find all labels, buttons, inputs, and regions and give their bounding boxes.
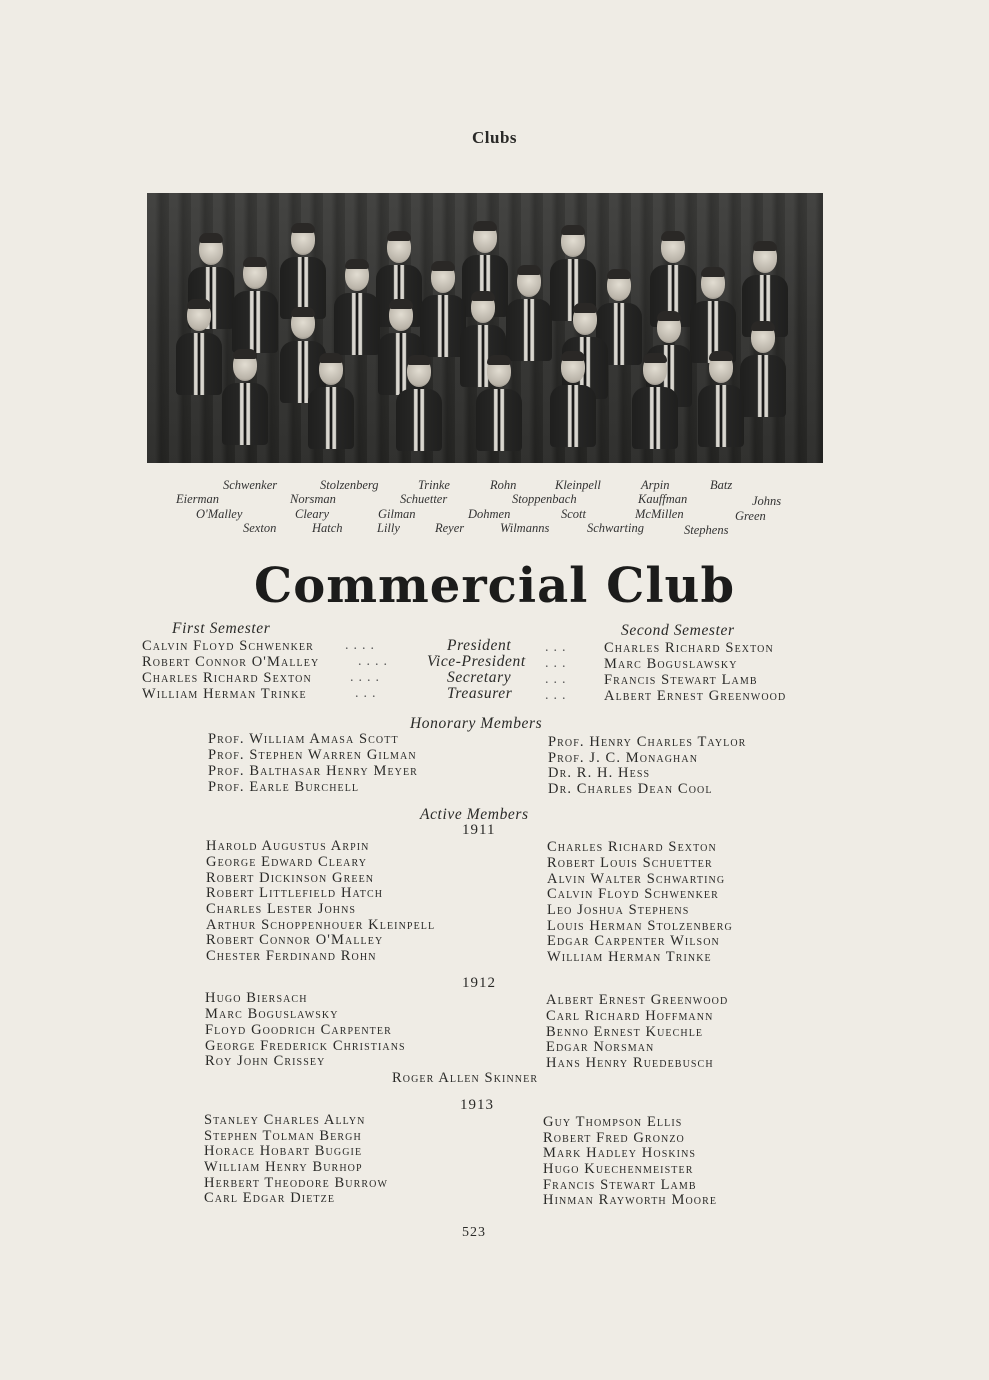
member-name: Francis Stewart Lamb bbox=[543, 1177, 697, 1193]
member-name: Carl Richard Hoffmann bbox=[546, 1008, 714, 1024]
member-name: Chester Ferdinand Rohn bbox=[206, 948, 377, 964]
member-name: Stanley Charles Allyn bbox=[204, 1112, 366, 1128]
second-semester-heading: Second Semester bbox=[621, 622, 735, 639]
caption-name: Cleary bbox=[295, 507, 330, 521]
office-name: Secretary bbox=[447, 669, 512, 686]
photo-figure bbox=[637, 355, 673, 449]
member-name: Herbert Theodore Burrow bbox=[204, 1175, 389, 1191]
member-name: Prof. Stephen Warren Gilman bbox=[208, 747, 417, 763]
caption-name: Trinke bbox=[418, 478, 450, 492]
member-name: Edgar Norsman bbox=[546, 1039, 655, 1055]
member-name: Prof. Balthasar Henry Meyer bbox=[208, 763, 418, 779]
leader-dots: ... bbox=[545, 656, 571, 671]
member-name: Marc Boguslawsky bbox=[205, 1006, 339, 1022]
officer-first: William Herman Trinke bbox=[142, 686, 307, 702]
caption-name: Eierman bbox=[176, 492, 220, 506]
member-name: Charles Lester Johns bbox=[206, 901, 357, 917]
member-name: Robert Louis Schuetter bbox=[547, 855, 713, 871]
honorary-heading: Honorary Members bbox=[410, 715, 543, 732]
photo-figure bbox=[703, 353, 739, 447]
member-name: Hans Henry Ruedebusch bbox=[546, 1055, 714, 1071]
office-name: Vice-President bbox=[427, 653, 526, 670]
group-photograph bbox=[147, 193, 823, 463]
member-name: Louis Herman Stolzenberg bbox=[547, 918, 733, 934]
caption-name: Gilman bbox=[378, 507, 416, 521]
member-name: Robert Dickinson Green bbox=[206, 870, 375, 886]
photo-figure bbox=[285, 225, 321, 319]
running-header: Clubs bbox=[471, 128, 518, 147]
photo-figure bbox=[555, 353, 591, 447]
member-name: Dr. R. H. Hess bbox=[548, 765, 651, 781]
caption-name: Kleinpell bbox=[555, 478, 601, 492]
member-name: Leo Joshua Stephens bbox=[547, 902, 690, 918]
photo-figure bbox=[481, 357, 517, 451]
caption-name: Schuetter bbox=[400, 492, 448, 506]
member-name: Roger Allen Skinner bbox=[392, 1070, 539, 1086]
caption-name: Hatch bbox=[312, 521, 343, 535]
photo-figure bbox=[695, 269, 731, 363]
member-name: Prof. William Amasa Scott bbox=[208, 731, 399, 747]
member-name: Prof. Henry Charles Taylor bbox=[548, 734, 747, 750]
leader-dots: .... bbox=[350, 670, 384, 685]
member-name: Prof. Earle Burchell bbox=[208, 779, 360, 795]
page-title: Commercial Club bbox=[253, 558, 736, 614]
member-name: Edgar Carpenter Wilson bbox=[547, 933, 720, 949]
caption-name: Wilmanns bbox=[500, 521, 550, 535]
member-name: Stephen Tolman Bergh bbox=[204, 1128, 362, 1144]
active-heading: Active Members bbox=[420, 806, 529, 823]
member-name: Floyd Goodrich Carpenter bbox=[205, 1022, 392, 1038]
leader-dots: .... bbox=[345, 638, 379, 653]
member-name: Prof. J. C. Monaghan bbox=[548, 750, 699, 766]
caption-name: Stephens bbox=[684, 523, 729, 537]
caption-name: Schwarting bbox=[587, 521, 644, 535]
member-name: Carl Edgar Dietze bbox=[204, 1190, 336, 1206]
leader-dots: ... bbox=[355, 686, 381, 701]
member-name: Hinman Rayworth Moore bbox=[543, 1192, 718, 1208]
officer-second: Marc Boguslawsky bbox=[604, 656, 738, 672]
member-name: George Frederick Christians bbox=[205, 1038, 406, 1054]
caption-name: Norsman bbox=[290, 492, 336, 506]
member-name: Horace Hobart Buggie bbox=[204, 1143, 363, 1159]
member-name: Hugo Kuechenmeister bbox=[543, 1161, 694, 1177]
caption-name: Rohn bbox=[490, 478, 517, 492]
member-name: Charles Richard Sexton bbox=[547, 839, 717, 855]
leader-dots: .... bbox=[358, 654, 392, 669]
caption-name: Green bbox=[735, 509, 766, 523]
officer-first: Charles Richard Sexton bbox=[142, 670, 312, 686]
member-name: Harold Augustus Arpin bbox=[206, 838, 370, 854]
page-number: 523 bbox=[462, 1225, 486, 1240]
member-name: Robert Connor O'Malley bbox=[206, 932, 384, 948]
officer-second: Albert Ernest Greenwood bbox=[604, 688, 787, 704]
first-semester-heading: First Semester bbox=[172, 620, 271, 637]
photo-figure bbox=[313, 355, 349, 449]
photo-figure bbox=[339, 261, 375, 355]
member-name: Roy John Crissey bbox=[205, 1053, 326, 1069]
class-year: 1912 bbox=[462, 975, 496, 991]
caption-name: Schwenker bbox=[223, 478, 278, 492]
caption-name: Batz bbox=[710, 478, 733, 492]
member-name: Robert Fred Gronzo bbox=[543, 1130, 685, 1146]
caption-name: McMillen bbox=[635, 507, 684, 521]
member-name: Dr. Charles Dean Cool bbox=[548, 781, 713, 797]
office-name: President bbox=[447, 637, 512, 654]
photo-figure bbox=[401, 357, 437, 451]
class-year: 1913 bbox=[460, 1097, 494, 1113]
class-year: 1911 bbox=[462, 822, 496, 838]
member-name: George Edward Cleary bbox=[206, 854, 368, 870]
officer-first: Robert Connor O'Malley bbox=[142, 654, 320, 670]
officer-second: Francis Stewart Lamb bbox=[604, 672, 758, 688]
member-name: Hugo Biersach bbox=[205, 990, 308, 1006]
caption-name: Stolzenberg bbox=[320, 478, 379, 492]
member-name: William Henry Burhop bbox=[204, 1159, 363, 1175]
caption-name: Reyer bbox=[435, 521, 465, 535]
leader-dots: ... bbox=[545, 688, 571, 703]
member-name: Guy Thompson Ellis bbox=[543, 1114, 683, 1130]
office-name: Treasurer bbox=[447, 685, 513, 702]
member-name: Calvin Floyd Schwenker bbox=[547, 886, 719, 902]
officer-first: Calvin Floyd Schwenker bbox=[142, 638, 314, 654]
member-name: Arthur Schoppenhouer Kleinpell bbox=[206, 917, 436, 933]
leader-dots: ... bbox=[545, 640, 571, 655]
caption-name: O'Malley bbox=[196, 507, 243, 521]
caption-name: Arpin bbox=[641, 478, 670, 492]
member-name: Albert Ernest Greenwood bbox=[546, 992, 729, 1008]
caption-name: Lilly bbox=[377, 521, 400, 535]
member-name: Benno Ernest Kuechle bbox=[546, 1024, 704, 1040]
officer-second: Charles Richard Sexton bbox=[604, 640, 774, 656]
caption-name: Scott bbox=[561, 507, 586, 521]
photo-figure bbox=[181, 301, 217, 395]
leader-dots: ... bbox=[545, 672, 571, 687]
member-name: Robert Littlefield Hatch bbox=[206, 885, 384, 901]
member-name: Mark Hadley Hoskins bbox=[543, 1145, 697, 1161]
caption-name: Stoppenbach bbox=[512, 492, 577, 506]
caption-name: Kauffman bbox=[638, 492, 688, 506]
photo-figure bbox=[227, 351, 263, 445]
member-name: William Herman Trinke bbox=[547, 949, 712, 965]
photo-figure bbox=[511, 267, 547, 361]
photo-figure bbox=[237, 259, 273, 353]
member-name: Alvin Walter Schwarting bbox=[547, 871, 726, 887]
caption-name: Johns bbox=[752, 494, 782, 508]
photo-figure bbox=[745, 323, 781, 417]
caption-name: Dohmen bbox=[468, 507, 511, 521]
caption-name: Sexton bbox=[243, 521, 277, 535]
photo-figure bbox=[425, 263, 461, 357]
